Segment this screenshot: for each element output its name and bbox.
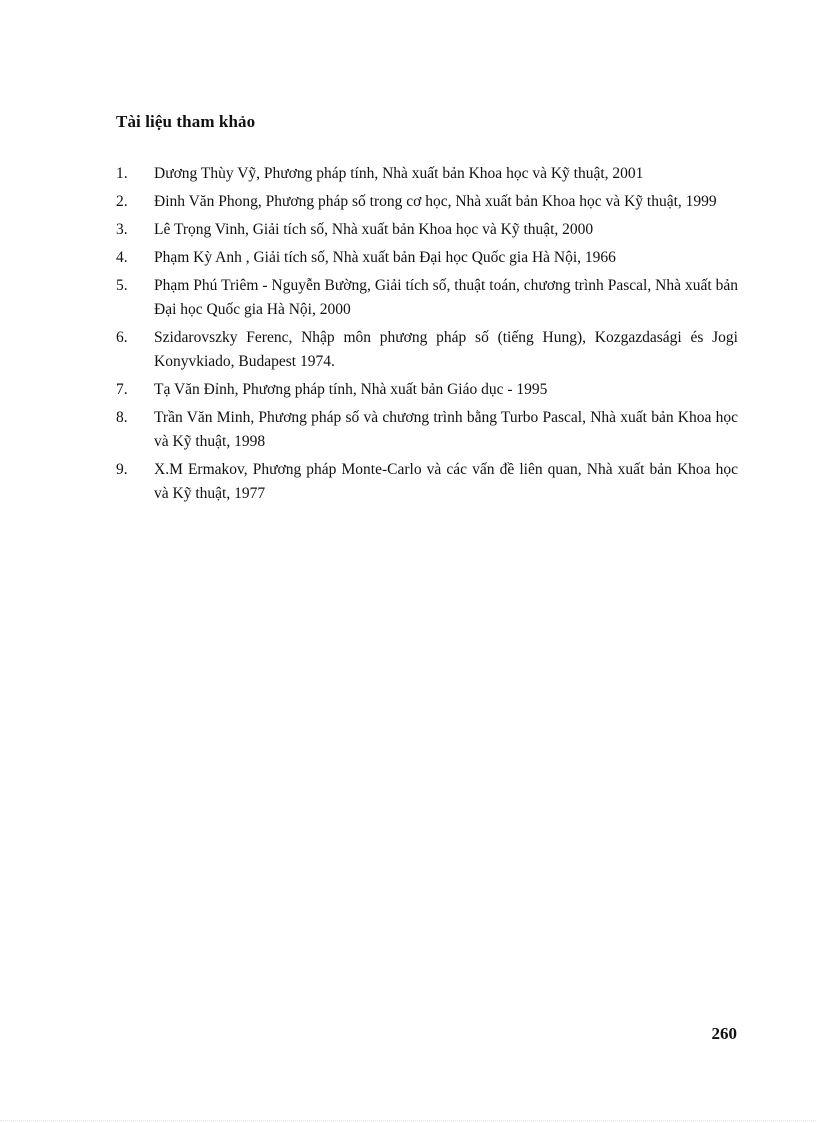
reference-number: 1. [116,165,128,182]
reference-number: 8. [116,409,128,426]
list-item [116,458,738,506]
reference-text: Đinh Văn Phong, Phương pháp số trong cơ học, Nhà xuất bản Khoa học và Kỹ thuật, 1999 [154,193,717,210]
reference-text: Lê Trọng Vinh, Giải tích số, Nhà xuất bản Khoa học và Kỹ thuật, 2000 [154,221,594,238]
reference-text: Szidarovszky Ferenc, Nhập môn phương pháp số (tiếng Hung), Kozgazdasági és Jogi Konyvkiado, Budapest 1974. [154,329,738,370]
reference-number: 2. [116,193,128,210]
reference-text: Phạm Phú Triêm - Nguyễn Bường, Giải tích số, thuật toán, chương trình Pascal, Nhà xuất bản Đại học Quốc gia Hà Nội, 2000 [154,277,738,318]
reference-text: X.M Ermakov, Phương pháp Monte-Carlo và các vấn đề liên quan, Nhà xuất bản Khoa học và Kỹ thuật, 1977 [154,461,738,502]
list-item [116,378,738,402]
list-item [116,274,738,322]
reference-list [116,162,738,510]
list-item [116,190,738,214]
list-item [116,162,738,186]
list-item [116,246,738,270]
reference-number: 7. [116,381,128,398]
reference-text: Dương Thùy Vỹ, Phương pháp tính, Nhà xuất bản Khoa học và Kỹ thuật, 2001 [154,165,644,182]
page-title: Tài liệu tham khảo [116,112,256,131]
list-item [116,406,738,454]
list-item [116,218,738,242]
reference-number: 9. [116,461,128,478]
reference-number: 5. [116,277,128,294]
reference-number: 6. [116,329,128,346]
page-number: 260 [711,1024,737,1043]
reference-number: 4. [116,249,128,266]
reference-text: Tạ Văn Đỉnh, Phương pháp tính, Nhà xuất bản Giáo dục - 1995 [154,381,548,398]
reference-text: Trần Văn Minh, Phương pháp số và chương trình bằng Turbo Pascal, Nhà xuất bản Khoa học và Kỹ thuật, 1998 [154,409,738,450]
reference-number: 3. [116,221,128,238]
list-item [116,326,738,374]
reference-text: Phạm Kỳ Anh , Giải tích số, Nhà xuất bản Đại học Quốc gia Hà Nội, 1966 [154,249,616,266]
page-bottom-divider [0,1120,816,1121]
